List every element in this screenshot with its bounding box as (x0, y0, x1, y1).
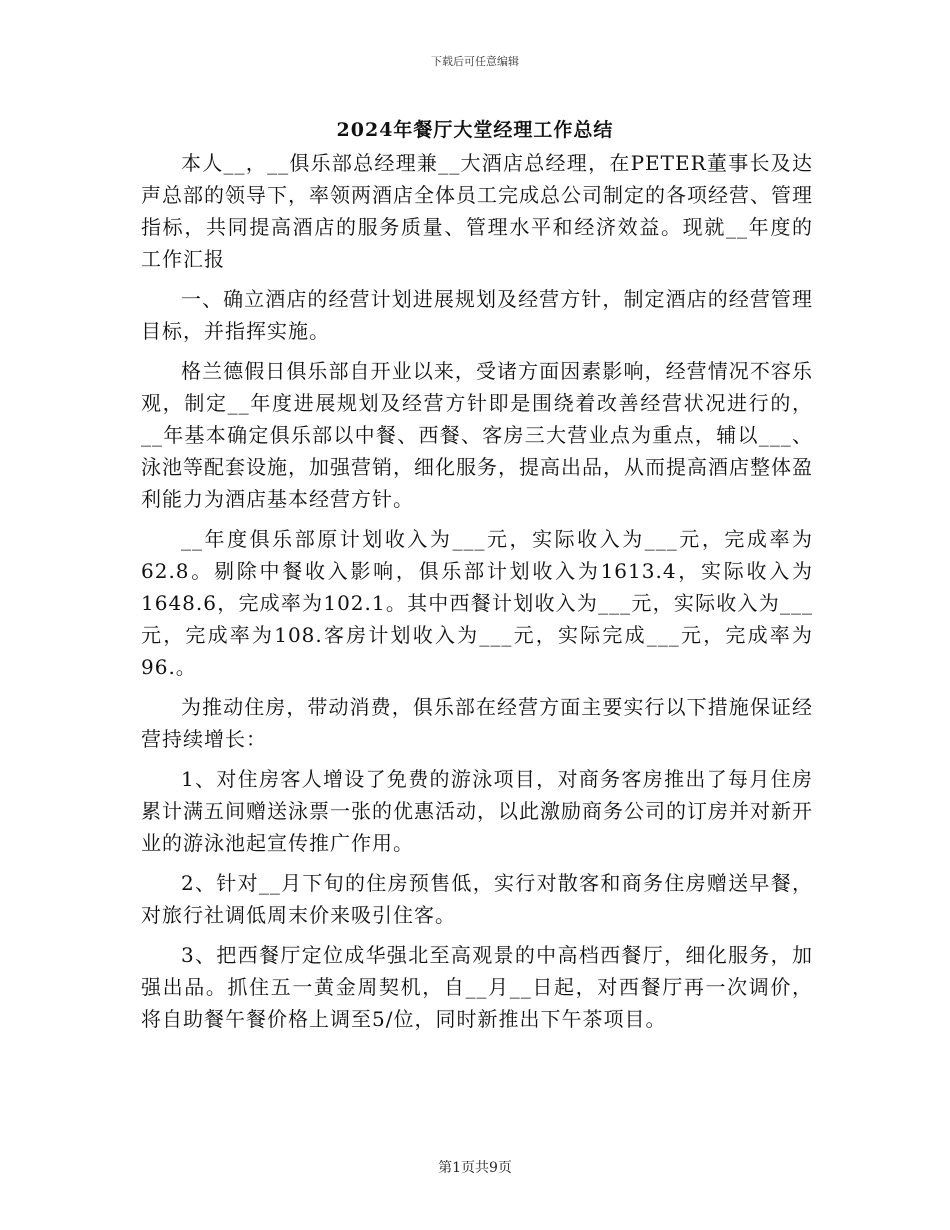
paragraph-operations-policy: 格兰德假日俱乐部自开业以来，受诸方面因素影响，经营情况不容乐观，制定__年度进展规划及经营方针即是围绕着改善经营状况进行的，__年基本确定俱乐部以中餐、西餐、客房三大营业点为重点，辅以___、泳池等配套设施，加强营销，细化服务，提高出品，从而提高酒店整体盈利能力为酒店基本经营方针。 (141, 359, 813, 511)
document-title: 2024年餐厅大堂经理工作总结 (336, 119, 614, 141)
paragraph-measures-intro: 为推动住房，带动消费，俱乐部在经营方面主要实行以下措施保证经营持续增长： (141, 695, 813, 751)
paragraph-measure-3: 3、把西餐厅定位成华强北至高观景的中高档西餐厅，细化服务，加强出品。抓住五一黄金周契机，自__月__日起，对西餐厅再一次调价，将自助餐午餐价格上调至5/位，同时新推出下午茶项目。 (141, 943, 813, 1031)
paragraph-section-one-heading: 一、确立酒店的经营计划进展规划及经营方针，制定酒店的经营管理目标，并指挥实施。 (141, 287, 813, 343)
paragraph-revenue-figures: __年度俱乐部原计划收入为___元，实际收入为___元，完成率为62.8。剔除中餐收入影响，俱乐部计划收入为1613.4，实际收入为1648.6，完成率为102.1。其中西餐计划收入为___元，实际收入为___元，完成率为108.客房计划收入为___元，实际完成___元，完成率为96.。 (141, 527, 813, 679)
document-body (141, 147, 813, 1043)
page-number: 第1页共9页 (438, 1160, 512, 1176)
download-note: 下载后可任意编辑 (431, 55, 519, 68)
paragraph-intro: 本人__，__俱乐部总经理兼__大酒店总经理，在PETER董事长及达声总部的领导下，率领两酒店全体员工完成总公司制定的各项经营、管理指标，共同提高酒店的服务质量、管理水平和经济效益。现就__年度的工作汇报 (141, 151, 813, 271)
paragraph-measure-2: 2、针对__月下旬的住房预售低，实行对散客和商务住房赠送早餐，对旅行社调低周末价来吸引住客。 (141, 871, 813, 927)
paragraph-measure-1: 1、对住房客人增设了免费的游泳项目，对商务客房推出了每月住房累计满五间赠送泳票一张的优惠活动，以此激励商务公司的订房并对新开业的游泳池起宣传推广作用。 (141, 767, 813, 855)
